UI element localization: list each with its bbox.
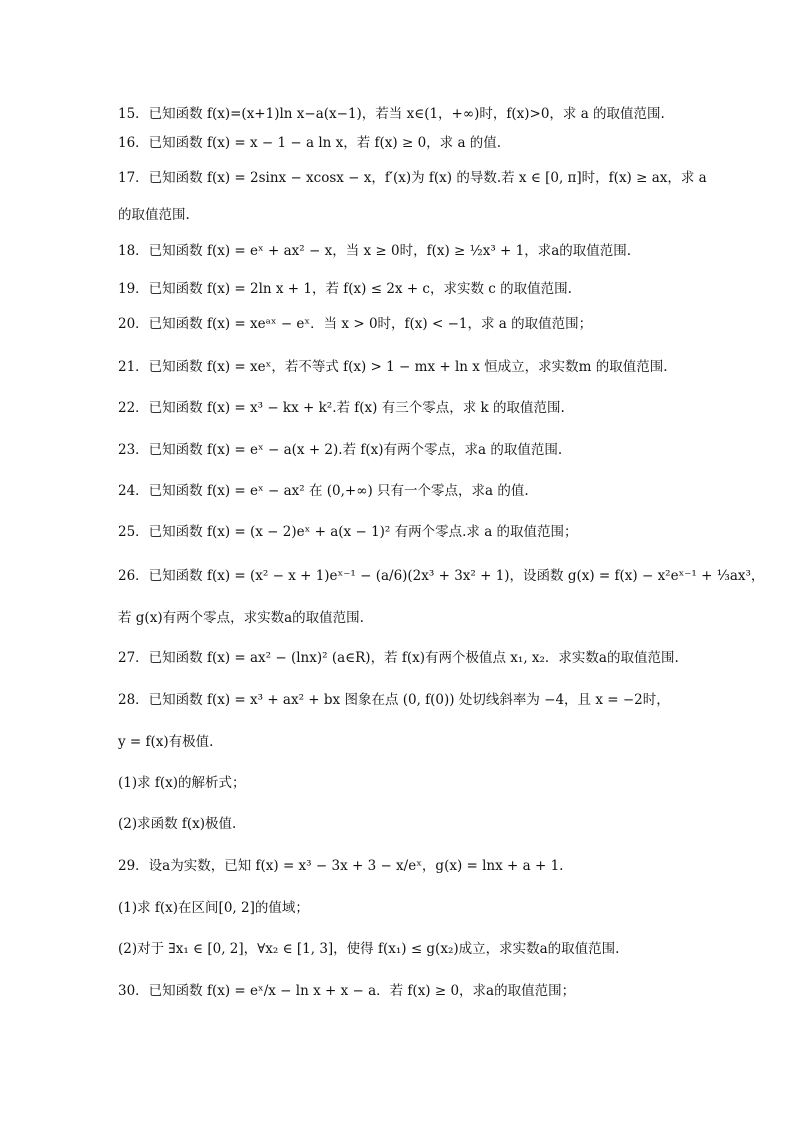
problem-15: 15．已知函数 f(x)=(x+1)ln x−a(x−1)，若当 x∈(1，+∞)时，f(x)>0，求 a 的取值范围. [118,106,665,122]
problem-30: 30．已知函数 f(x) = eˣ/x − ln x + x − a．若 f(x) ≥ 0，求a的取值范围； [118,983,576,999]
problem-22: 22．已知函数 f(x) = x³ − kx + k².若 f(x) 有三个零点，求 k 的取值范围. [118,400,565,416]
problem-18: 18．已知函数 f(x) = eˣ + ax² − x，当 x ≥ 0时，f(x) ≥ ½x³ + 1，求a的取值范围. [118,243,632,259]
problem-17-cont: 的取值范围. [118,207,190,223]
problem-28-part2: (2)求函数 f(x)极值. [118,816,237,832]
problem-25: 25．已知函数 f(x) = (x − 2)eˣ + a(x − 1)² 有两个零点.求 a 的取值范围； [118,524,578,540]
problem-29-part1: (1)求 f(x)在区间[0, 2]的值域； [118,900,309,916]
problem-20: 20．已知函数 f(x) = xeᵃˣ − eˣ．当 x > 0时，f(x) < −1，求 a 的取值范围； [118,316,593,332]
problem-26-cont: 若 g(x)有两个零点，求实数a的取值范围. [118,610,364,626]
problem-16: 16．已知函数 f(x) = x − 1 − a ln x，若 f(x) ≥ 0，求 a 的值. [118,135,502,151]
problem-21: 21．已知函数 f(x) = xeˣ，若不等式 f(x) > 1 − mx + ln x 恒成立，求实数m 的取值范围. [118,359,668,375]
problem-17: 17．已知函数 f(x) = 2sinx − xcosx − x，f′(x)为 f(x) 的导数.若 x ∈ [0, π]时，f(x) ≥ ax，求 a [118,170,707,186]
problem-28-cont: y = f(x)有极值. [118,734,214,750]
problem-23: 23．已知函数 f(x) = eˣ − a(x + 2).若 f(x)有两个零点，求a 的取值范围. [118,442,563,458]
problem-27: 27．已知函数 f(x) = ax² − (lnx)² (a∈R)，若 f(x)有两个极值点 x₁, x₂．求实数a的取值范围. [118,650,679,666]
problem-28-part1: (1)求 f(x)的解析式； [118,775,246,791]
problem-28: 28．已知函数 f(x) = x³ + ax² + bx 图象在点 (0, f(0)) 处切线斜率为 −4，且 x = −2时， [118,692,670,708]
problem-19: 19．已知函数 f(x) = 2ln x + 1，若 f(x) ≤ 2x + c，求实数 c 的取值范围. [118,281,572,297]
problem-26: 26．已知函数 f(x) = (x² − x + 1)eˣ⁻¹ − (a/6)(2x³ + 3x² + 1)，设函数 g(x) = f(x) − x²eˣ⁻¹ + ⅓ax³， [118,568,765,584]
problem-29: 29．设a为实数，已知 f(x) = x³ − 3x + 3 − x/eˣ，g(x) = lnx + a + 1. [118,858,564,874]
problem-24: 24．已知函数 f(x) = eˣ − ax² 在 (0,+∞) 只有一个零点，求a 的值. [118,483,529,499]
problem-29-part2: (2)对于 ∃x₁ ∈ [0, 2]，∀x₂ ∈ [1, 3]，使得 f(x₁) ≤ g(x₂)成立，求实数a的取值范围. [118,941,620,957]
